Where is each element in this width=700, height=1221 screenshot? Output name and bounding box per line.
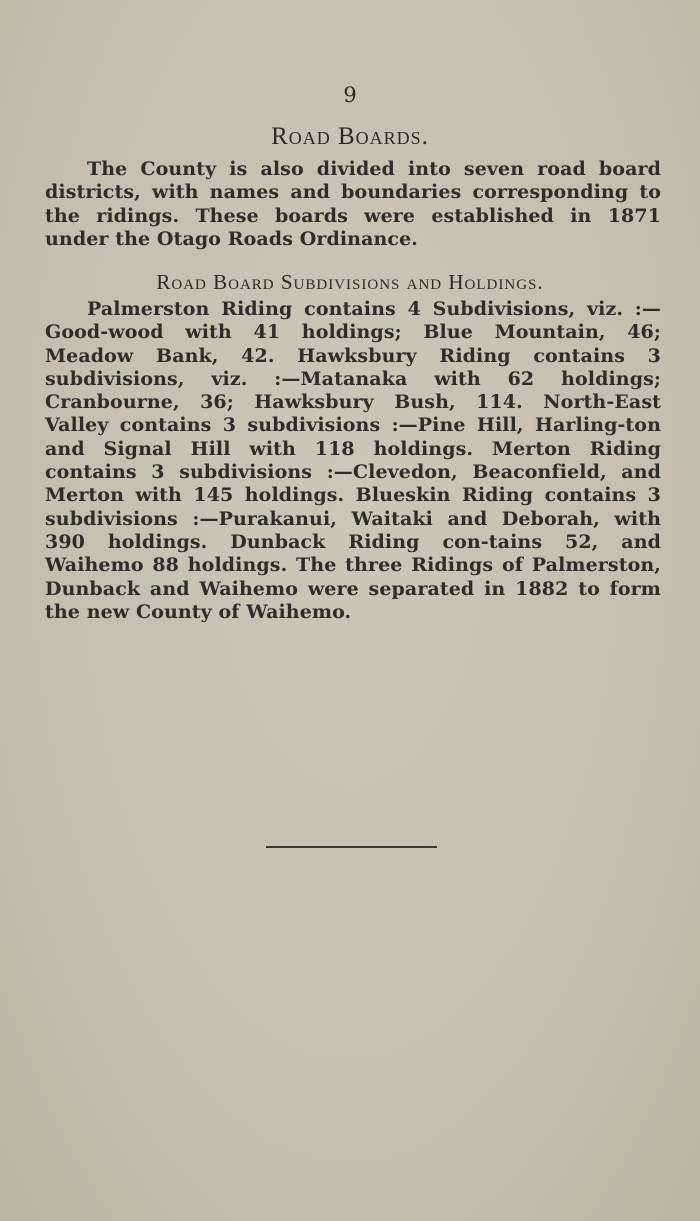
paragraph-road-boards: The County is also divided into seven road board districts, with names and boundaries corresponding to the ridings. These boards were established in 1871 under the Otago Roads Ordinance.: [45, 158, 661, 250]
page-number: 9: [343, 83, 357, 107]
horizontal-rule: [266, 846, 437, 848]
section-heading-subdivisions: Road Board Subdivisions and Holdings.: [156, 270, 544, 294]
section-heading-road-boards: Road Boards.: [271, 123, 429, 150]
paragraph-subdivisions: Palmerston Riding contains 4 Subdivisions, viz. :—Good-wood with 41 holdings; Blue Mountain, 46; Meadow Bank, 42. Hawksbury Riding contains 3 subdivisions, viz. :—Matanaka with 62 holdings; Cranbourne, 36; Hawksbury Bush, 114. North-East Valley contains 3 subdivisions :—Pine Hill, Harling-ton and Signal Hill with 118 holdings. Merton Riding contains 3 subdivisions :—Clevedon, Beaconfield, and Merton with 145 holdings. Blueskin Riding contains 3 subdivisions :—Purakanui, Waitaki and Deborah, with 390 holdings. Dunback Riding con-tains 52, and Waihemo 88 holdings. The three Ridings of Palmerston, Dunback and Waihemo were separated in 1882 to form the new County of Waihemo.: [45, 298, 661, 623]
